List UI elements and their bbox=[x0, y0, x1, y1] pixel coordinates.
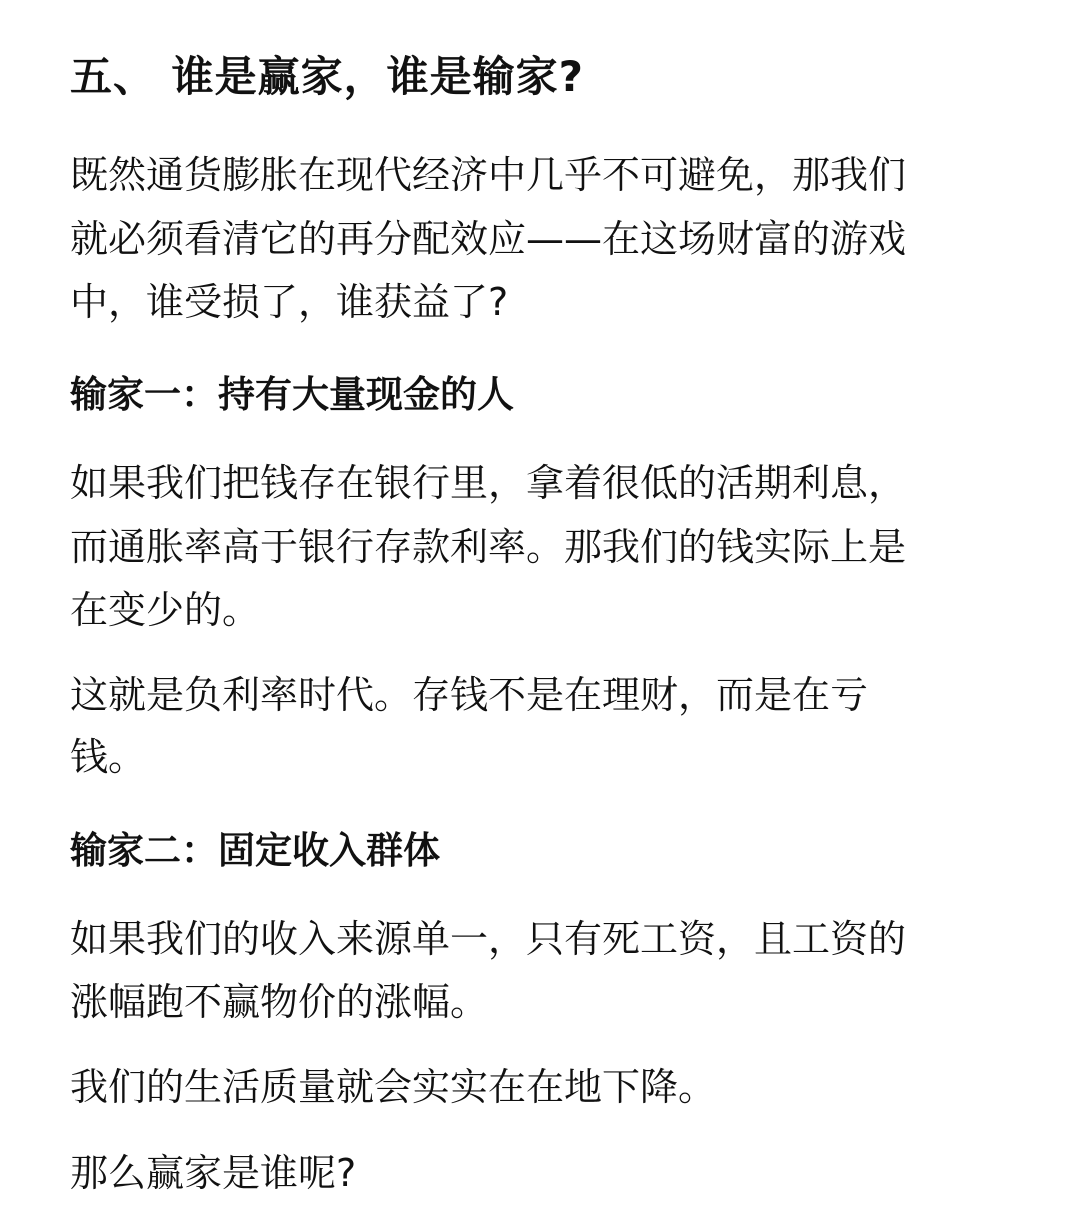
intro-line-3: 中，谁受损了，谁获益了? bbox=[70, 280, 509, 324]
section-heading-loser-one: 输家一：持有大量现金的人 bbox=[70, 373, 514, 416]
section1-para2-line-1: 这就是负利率时代。存钱不是在理财，而是在亏 bbox=[70, 673, 869, 717]
section2-para1-line-1: 如果我们的收入来源单一，只有死工资，且工资的 bbox=[70, 917, 907, 961]
section1-para1-line-1: 如果我们把钱存在银行里，拿着很低的活期利息， bbox=[70, 461, 907, 505]
section2-para3: 那么赢家是谁呢? bbox=[70, 1151, 357, 1195]
section1-para1-line-2: 而通胀率高于银行存款利率。那我们的钱实际上是 bbox=[70, 525, 907, 569]
section2-para2: 我们的生活质量就会实实在在地下降。 bbox=[70, 1065, 717, 1109]
section-heading-loser-two: 输家二：固定收入群体 bbox=[70, 829, 440, 872]
intro-line-1: 既然通货膨胀在现代经济中几乎不可避免，那我们 bbox=[70, 153, 907, 197]
intro-line-2: 就必须看清它的再分配效应——在这场财富的游戏 bbox=[70, 217, 907, 261]
section2-para1-line-2: 涨幅跑不赢物价的涨幅。 bbox=[70, 980, 489, 1024]
page-title: 五、 谁是赢家，谁是输家? bbox=[70, 52, 584, 101]
section1-para1-line-3: 在变少的。 bbox=[70, 588, 261, 632]
section1-para2-line-2: 钱。 bbox=[70, 735, 147, 779]
